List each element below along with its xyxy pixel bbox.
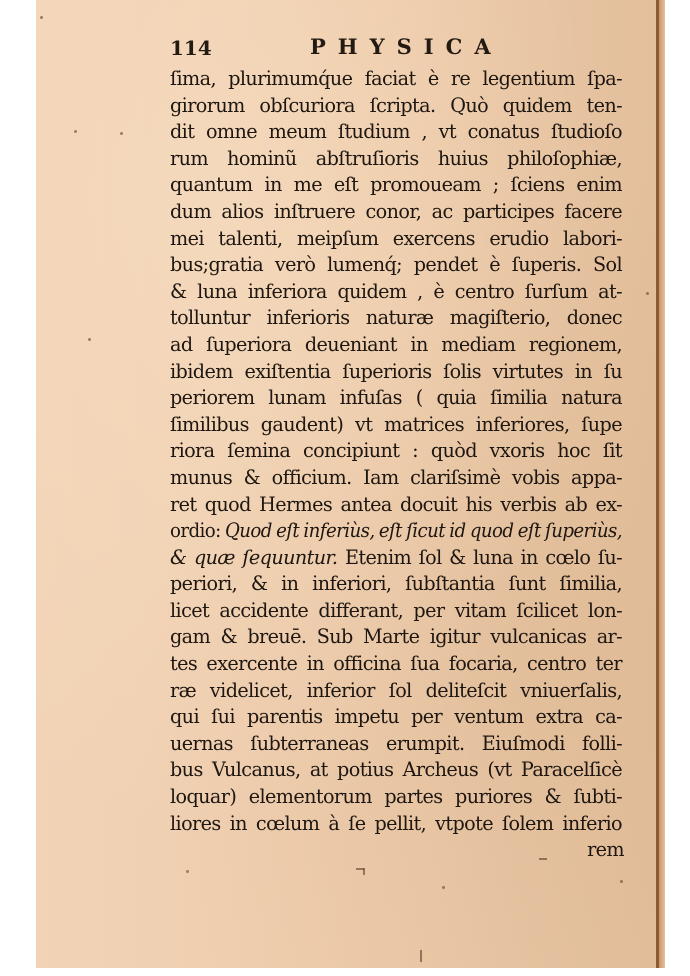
text-line: bus;gratia verò lumenq́; pendet è ſuperis. Sol xyxy=(170,253,622,277)
text-line: rum hominũ abſtruſioris huius philoſophiæ, xyxy=(170,146,622,170)
body-text xyxy=(170,66,624,864)
text-line: ſima, plurimumq́ue faciat è re legentium ſpa- xyxy=(170,67,622,90)
text-line: periori, & in inferiori, ſubſtantia ſunt ſimilia, xyxy=(170,572,622,596)
text-line: loquar) elementorum partes puriores & ſubti- xyxy=(170,785,622,809)
text-line: ret quod Hermes antea docuit his verbis ab ex- xyxy=(170,492,622,516)
text-line: dum alios inſtruere conor, ac participes facere xyxy=(170,199,622,223)
text-line: licet accidente differant, per vitam ſcilicet lon- xyxy=(170,598,622,622)
text-line: ræ videlicet, inferior ſol deliteſcit vniuerſalis, xyxy=(170,678,622,702)
text-roman: ordio: xyxy=(170,519,225,543)
text-line: uernas ſubterraneas erumpit. Eiuſmodi folli- xyxy=(170,731,622,755)
ink-mark xyxy=(363,868,365,875)
text-line: gam & breuē. Sub Marte igitur vulcanicas ar- xyxy=(170,625,622,649)
paper-speck xyxy=(620,880,623,883)
ink-mark xyxy=(420,950,422,962)
running-head xyxy=(170,34,622,62)
text-line: munus & officium. Iam clariſsimè vobis appa- xyxy=(170,465,622,489)
paper-speck xyxy=(186,870,189,873)
running-head-title: PHYSICA xyxy=(310,34,503,59)
text-line: dit omne meum ſtudium , vt conatus ſtudioſo xyxy=(170,120,622,144)
text-line: qui ſui parentis impetu per ventum extra ca- xyxy=(170,705,622,729)
text-line: ibidem exiſtentia ſuperioris ſolis virtutes in ſu xyxy=(170,359,622,383)
text-line: mei talenti, meipſum exercens erudio labori- xyxy=(170,226,622,250)
page-edge-outer xyxy=(659,0,665,968)
text-line: ſimilibus gaudent) vt matrices inferiores, ſupe xyxy=(170,412,622,436)
paper-speck xyxy=(88,338,91,341)
paper-speck xyxy=(74,130,77,133)
text-line: tes exercente in officina ſua focaria, centro ter xyxy=(170,652,622,676)
text-line xyxy=(170,518,622,545)
text-roman: Etenim ſol & luna in cœlo ſu- xyxy=(337,545,622,569)
text-line: quantum in me eſt promoueam ; ſciens enim xyxy=(170,173,622,197)
text-line: riora ſemina concipiunt : quòd vxoris hoc ſit xyxy=(170,439,622,463)
text-line: periorem lunam infuſas ( quia ſimilia natura xyxy=(170,386,622,410)
text-italic-quote: & quæ ſequuntur. xyxy=(170,545,338,569)
text-line xyxy=(170,545,622,572)
text-line: rem xyxy=(587,838,624,862)
paper-speck xyxy=(646,292,649,295)
text-line: bus Vulcanus, at potius Archeus (vt Paracelſicè xyxy=(170,758,622,782)
text-line: liores in cœlum à ſe pellit, vtpote ſolem inferio xyxy=(170,811,622,835)
text-line: tolluntur inferioris naturæ magiſterio, donec xyxy=(170,306,622,330)
paper-speck xyxy=(442,886,445,889)
paper-speck xyxy=(40,16,43,19)
text-line: ad ſuperiora deueniant in mediam regionem, xyxy=(170,332,622,356)
paper-speck xyxy=(120,132,123,135)
text-line: & luna inferiora quidem , è centro ſurſum at- xyxy=(170,279,622,303)
page-number: 114 xyxy=(170,36,212,60)
text-line: girorum obſcuriora ſcripta. Quò quidem ten- xyxy=(170,93,622,117)
text-italic-quote: Quod eſt inferiùs, eſt ſicut id quod eſt ſuperiùs, xyxy=(224,519,623,543)
